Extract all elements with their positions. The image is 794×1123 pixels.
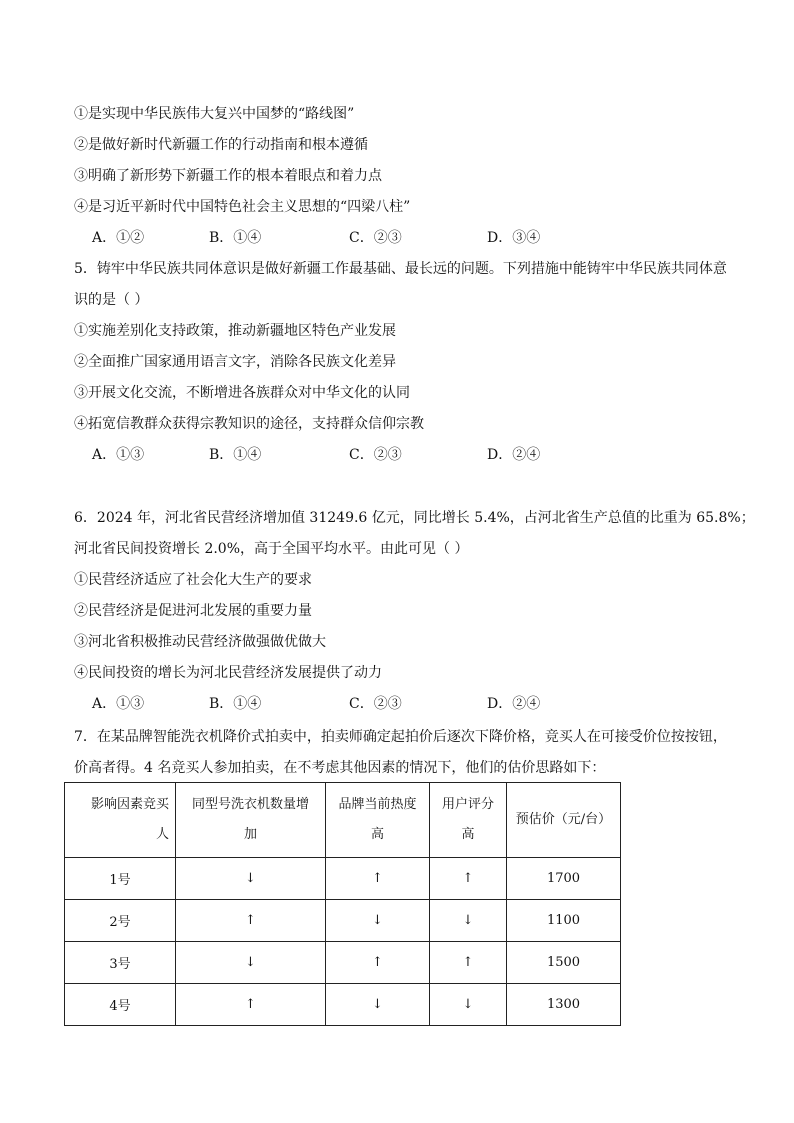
q4-option-d: D．③④ [487, 230, 541, 246]
header-quantity-line2: 加 [243, 827, 257, 842]
q6-option-d: D．②④ [487, 696, 541, 712]
q5-item-2: ②全面推广国家通用语言文字，消除各民族文化差异 [74, 354, 396, 370]
bidder-cell: 1号 [65, 858, 176, 900]
header-factor-bidder-line1: 影响因素竞买 [90, 797, 169, 812]
header-estimated-price: 预估价（元/台） [507, 783, 621, 858]
table-row [65, 942, 621, 984]
q4-item-1: ①是实现中华民族伟大复兴中国梦的“路线图” [74, 106, 355, 122]
heat-arrow: ↑ [326, 942, 430, 984]
q4-item-3: ③明确了新形势下新疆工作的根本着眼点和着力点 [74, 168, 382, 184]
q6-stem-line2: 河北省民间投资增长 2.0%，高于全国平均水平。由此可见（ ） [74, 541, 469, 557]
q4-option-c: C．②③ [349, 230, 402, 246]
rating-arrow: ↑ [430, 858, 507, 900]
price-cell: 1700 [507, 858, 621, 900]
header-brand-heat-line2: 高 [370, 827, 384, 842]
header-quantity-line1: 同型号洗衣机数量增 [191, 797, 309, 812]
q5-option-c: C．②③ [349, 447, 402, 463]
q6-item-1: ①民营经济适应了社会化大生产的要求 [74, 572, 312, 588]
table-row [65, 900, 621, 942]
rating-arrow: ↓ [430, 900, 507, 942]
table-header-row [65, 783, 621, 858]
q4-item-4: ④是习近平新时代中国特色社会主义思想的“四梁八柱” [74, 199, 411, 215]
bidder-cell: 3号 [65, 942, 176, 984]
price-cell: 1300 [507, 984, 621, 1026]
header-brand-heat-line1: 品牌当前热度 [338, 797, 417, 812]
q6-option-b: B．①④ [209, 696, 262, 712]
heat-arrow: ↓ [326, 984, 430, 1026]
rating-arrow: ↓ [430, 984, 507, 1026]
q5-option-b: B．①④ [209, 447, 262, 463]
bidder-cell: 4号 [65, 984, 176, 1026]
q4-option-a: A．①② [92, 230, 145, 246]
header-factor-bidder [65, 783, 176, 858]
q4-item-2: ②是做好新时代新疆工作的行动指南和根本遵循 [74, 137, 368, 153]
q6-option-c: C．②③ [349, 696, 402, 712]
rating-arrow: ↑ [430, 942, 507, 984]
q6-item-4: ④民间投资的增长为河北民营经济发展提供了动力 [74, 665, 382, 681]
q7-stem-line1: 7．在某品牌智能洗衣机降价式拍卖中，拍卖师确定起拍价后逐次下降价格，竞买人在可接受价位按按钮， [74, 729, 727, 745]
q5-item-4: ④拓宽信教群众获得宗教知识的途径，支持群众信仰宗教 [74, 416, 424, 432]
header-factor-bidder-line2: 人 [155, 827, 169, 842]
q5-option-d: D．②④ [487, 447, 541, 463]
price-cell: 1500 [507, 942, 621, 984]
heat-arrow: ↑ [326, 858, 430, 900]
q6-item-2: ②民营经济是促进河北发展的重要力量 [74, 603, 312, 619]
q5-option-a: A．①③ [92, 447, 145, 463]
price-cell: 1100 [507, 900, 621, 942]
header-user-rating-line2: 高 [461, 827, 475, 842]
quantity-arrow: ↑ [176, 984, 326, 1026]
quantity-arrow: ↓ [176, 858, 326, 900]
quantity-arrow: ↑ [176, 900, 326, 942]
q4-option-b: B．①④ [209, 230, 262, 246]
q5-stem-line2: 识的是（ ） [74, 292, 149, 308]
q6-option-a: A．①③ [92, 696, 145, 712]
q5-item-1: ①实施差别化支持政策，推动新疆地区特色产业发展 [74, 323, 396, 339]
q7-stem-line2: 价高者得。4 名竞买人参加拍卖，在不考虑其他因素的情况下，他们的估价思路如下： [74, 760, 606, 776]
table-row [65, 984, 621, 1026]
header-quantity [176, 783, 326, 858]
table-row [65, 858, 621, 900]
header-brand-heat [326, 783, 430, 858]
quantity-arrow: ↓ [176, 942, 326, 984]
header-user-rating-line1: 用户评分 [441, 797, 494, 812]
header-user-rating [430, 783, 507, 858]
bidder-cell: 2号 [65, 900, 176, 942]
q5-item-3: ③开展文化交流，不断增进各族群众对中华文化的认同 [74, 385, 410, 401]
q6-stem-line1: 6．2024 年，河北省民营经济增加值 31249.6 亿元，同比增长 5.4%，占河北省生产总值的比重为 65.8%； [74, 510, 755, 526]
bidder-table [64, 782, 621, 1026]
q6-item-3: ③河北省积极推动民营经济做强做优做大 [74, 634, 326, 650]
heat-arrow: ↓ [326, 900, 430, 942]
q5-stem-line1: 5．铸牢中华民族共同体意识是做好新疆工作最基础、最长远的问题。下列措施中能铸牢中华民族共同体意 [74, 261, 727, 277]
